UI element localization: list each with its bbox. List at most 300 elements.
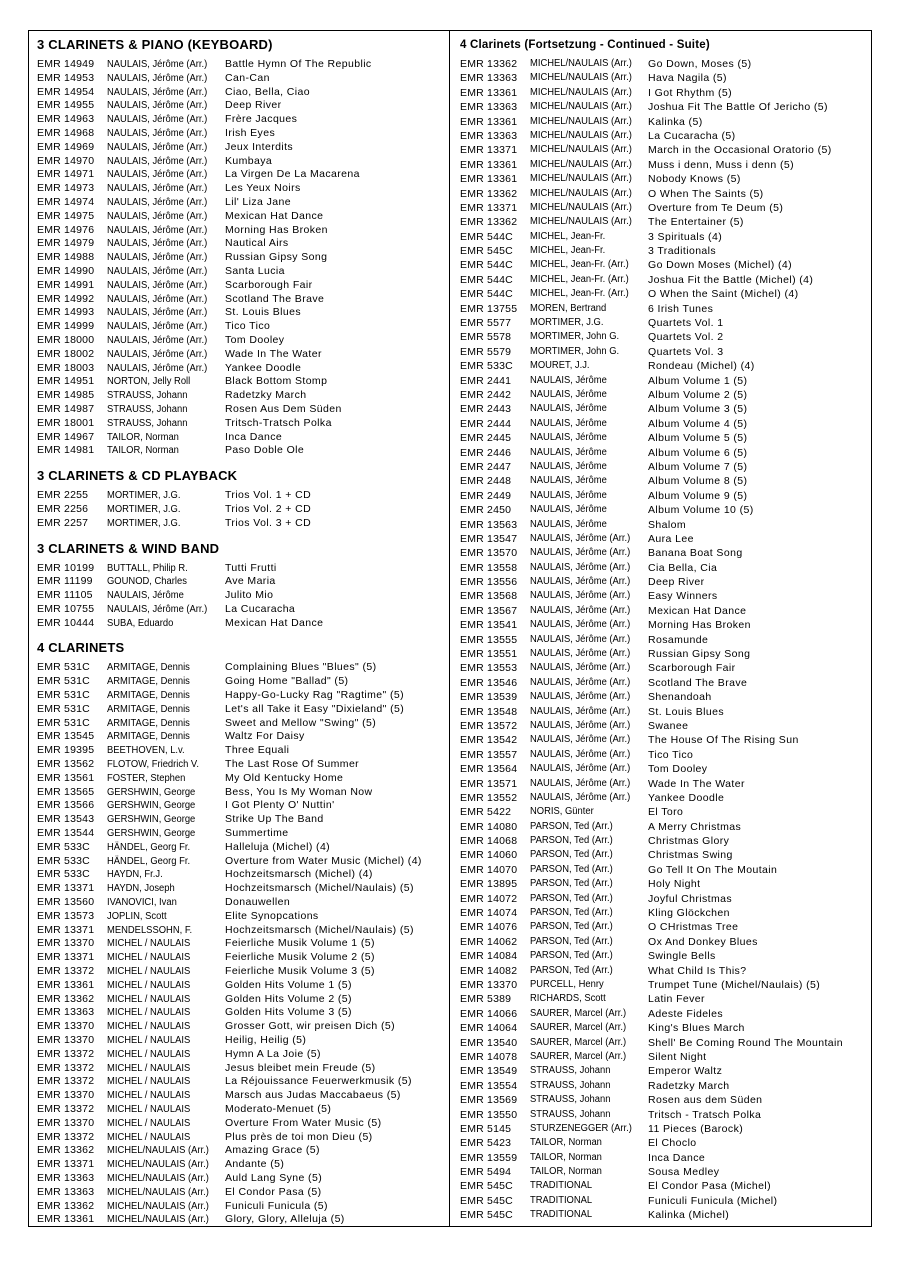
emr-code: EMR 13563: [460, 518, 518, 531]
composer-name: MORTIMER, John G.: [530, 331, 620, 343]
piece-title: Deep River: [648, 576, 705, 589]
piece-title: Tom Dooley: [648, 763, 708, 776]
composer-name: NAULAIS, Jérôme (Arr.): [530, 633, 631, 645]
composer-name: NAULAIS, Jérôme (Arr.): [530, 662, 631, 674]
emr-code: EMR 2448: [460, 475, 512, 488]
emr-code: EMR 14975: [37, 209, 95, 222]
piece-title: Tutti Frutti: [225, 561, 277, 574]
catalog-row: [460, 1151, 867, 1165]
emr-code: EMR 13371: [37, 951, 95, 964]
emr-code: EMR 13362: [37, 1199, 95, 1212]
catalog-row: [460, 518, 867, 532]
piece-title: Lil' Liza Jane: [225, 195, 291, 208]
catalog-row: [37, 334, 445, 348]
piece-title: Silent Night: [648, 1050, 707, 1063]
catalog-row: [460, 359, 867, 373]
composer-name: NAULAIS, Jérôme (Arr.): [530, 734, 631, 746]
composer-name: MICHEL/NAULAIS (Arr.): [107, 1200, 209, 1212]
emr-code: EMR 13558: [460, 561, 518, 574]
emr-code: EMR 13371: [37, 1158, 95, 1171]
piece-title: Quartets Vol. 2: [648, 331, 724, 344]
piece-title: Tico Tico: [225, 320, 271, 333]
piece-title: Sousa Medley: [648, 1166, 720, 1179]
emr-code: EMR 14951: [37, 375, 95, 388]
catalog-row: [460, 1050, 867, 1064]
piece-title: El Toro: [648, 806, 684, 819]
catalog-row: [460, 676, 867, 690]
section-heading: 3 CLARINETS & WIND BAND: [37, 540, 220, 556]
emr-code: EMR 14954: [37, 85, 95, 98]
catalog-row: [460, 86, 867, 100]
composer-name: NAULAIS, Jérôme (Arr.): [107, 348, 208, 360]
composer-name: MICHEL/NAULAIS (Arr.): [530, 72, 632, 84]
piece-title: My Old Kentucky Home: [225, 771, 344, 784]
piece-title: Rosamunde: [648, 633, 709, 646]
composer-name: MICHEL / NAULAIS: [107, 1117, 191, 1129]
emr-code: EMR 14992: [37, 292, 95, 305]
emr-code: EMR 13361: [37, 978, 95, 991]
piece-title: Grosser Gott, wir preisen Dich (5): [225, 1020, 395, 1033]
composer-name: HÄNDEL, Georg Fr.: [107, 855, 191, 867]
composer-name: MORTIMER, J.G.: [107, 517, 181, 529]
emr-code: EMR 14971: [37, 168, 95, 181]
piece-title: Album Volume 9 (5): [648, 489, 748, 502]
emr-code: EMR 5389: [460, 993, 512, 1006]
emr-code: EMR 13539: [460, 691, 518, 704]
emr-code: EMR 13362: [37, 1144, 95, 1157]
composer-name: STRAUSS, Johann: [107, 403, 188, 415]
catalog-row: [460, 920, 867, 934]
emr-code: EMR 13555: [460, 633, 518, 646]
piece-title: Album Volume 6 (5): [648, 446, 748, 459]
piece-title: Happy-Go-Lucky Rag "Ragtime" (5): [225, 689, 404, 702]
emr-code: EMR 13372: [37, 1102, 95, 1115]
composer-name: NAULAIS, Jérôme (Arr.): [107, 86, 208, 98]
piece-title: Heilig, Heilig (5): [225, 1034, 307, 1046]
composer-name: PARSON, Ted (Arr.): [530, 878, 613, 890]
composer-name: IVANOVICI, Ivan: [107, 897, 177, 909]
catalog-row: [460, 820, 867, 834]
composer-name: ARMITAGE, Dennis: [107, 731, 190, 743]
emr-code: EMR 13372: [37, 1061, 95, 1074]
emr-code: EMR 531C: [37, 689, 90, 702]
composer-name: HAYDN, Fr.J.: [107, 869, 163, 881]
composer-name: PARSON, Ted (Arr.): [530, 892, 613, 904]
piece-title: Shalom: [648, 518, 687, 531]
piece-title: Les Yeux Noirs: [225, 182, 301, 195]
catalog-row: [37, 1048, 445, 1062]
piece-title: Shenandoah: [648, 691, 712, 704]
piece-title: Golden Hits Volume 3 (5): [225, 1006, 352, 1019]
composer-name: MICHEL/NAULAIS (Arr.): [530, 173, 632, 185]
composer-name: NAULAIS, Jérôme (Arr.): [530, 561, 631, 573]
catalog-row: [460, 791, 867, 805]
piece-title: St. Louis Blues: [648, 705, 725, 718]
emr-code: EMR 14968: [37, 126, 95, 139]
emr-code: EMR 2446: [460, 446, 512, 459]
catalog-row: [37, 841, 445, 855]
catalog-row: [37, 1089, 445, 1103]
emr-code: EMR 13371: [460, 201, 518, 214]
piece-title: Adeste Fideles: [648, 1007, 724, 1020]
piece-title: Latin Fever: [648, 993, 705, 1006]
emr-code: EMR 13361: [460, 86, 518, 99]
piece-title: Russian Gipsy Song: [225, 251, 328, 264]
emr-code: EMR 13370: [37, 1089, 95, 1102]
catalog-row: [37, 813, 445, 827]
emr-code: EMR 13562: [37, 758, 95, 771]
catalog-row: [460, 748, 867, 762]
emr-code: EMR 545C: [460, 1209, 513, 1222]
emr-code: EMR 5579: [460, 345, 512, 358]
catalog-row: [460, 460, 867, 474]
piece-title: Going Home "Ballad" (5): [225, 675, 349, 688]
piece-title: A Merry Christmas: [648, 820, 742, 833]
emr-code: EMR 14068: [460, 835, 518, 848]
emr-code: EMR 18002: [37, 347, 95, 360]
composer-name: TAILOR, Norman: [530, 1151, 602, 1163]
composer-name: NAULAIS, Jérôme (Arr.): [107, 307, 208, 319]
composer-name: STURZENEGGER (Arr.): [530, 1122, 632, 1134]
section-heading: 3 CLARINETS & PIANO (KEYBOARD): [37, 37, 273, 52]
catalog-row: [37, 155, 445, 169]
composer-name: GERSHWIN, George: [107, 786, 196, 798]
emr-code: EMR 13372: [37, 1130, 95, 1143]
catalog-row: [460, 258, 867, 272]
piece-title: Black Bottom Stomp: [225, 375, 328, 388]
piece-title: Deep River: [225, 99, 282, 112]
catalog-frame: [28, 30, 872, 1227]
section-heading: 3 CLARINETS & CD PLAYBACK: [37, 468, 238, 484]
piece-title: Hochzeitsmarsch (Michel) (4): [225, 868, 373, 881]
catalog-row: [460, 1021, 867, 1035]
emr-code: EMR 13372: [37, 965, 95, 978]
catalog-row: [460, 489, 867, 503]
emr-code: EMR 14062: [460, 935, 518, 948]
piece-title: Feierliche Musik Volume 3 (5): [225, 965, 375, 978]
catalog-row: [460, 316, 867, 330]
piece-title: Swanee: [648, 719, 689, 732]
catalog-row: [460, 402, 867, 416]
piece-title: Trios Vol. 2 + CD: [225, 502, 312, 515]
catalog-row: [460, 1122, 867, 1136]
piece-title: 11 Pieces (Barock): [648, 1122, 744, 1135]
piece-title: Overture from Te Deum (5): [648, 201, 784, 214]
composer-name: MICHEL, Jean-Fr.: [530, 230, 606, 242]
composer-name: NAULAIS, Jérôme (Arr.): [530, 590, 631, 602]
composer-name: MICHEL / NAULAIS: [107, 938, 191, 950]
piece-title: Kalinka (5): [648, 115, 703, 128]
emr-code: EMR 14080: [460, 820, 518, 833]
composer-name: STRAUSS, Johann: [107, 417, 188, 429]
piece-title: Santa Lucia: [225, 264, 285, 277]
emr-code: EMR 13362: [460, 187, 518, 200]
emr-code: EMR 13361: [37, 1213, 95, 1226]
piece-title: Banana Boat Song: [648, 547, 743, 560]
emr-code: EMR 13550: [460, 1108, 518, 1121]
catalog-row: [37, 375, 445, 389]
catalog-row: [37, 689, 445, 703]
piece-title: 3 Traditionals: [648, 245, 717, 258]
catalog-row: [460, 172, 867, 186]
catalog-row: [460, 1179, 867, 1193]
catalog-row: [37, 1117, 445, 1131]
catalog-row: [37, 58, 445, 72]
catalog-row: [37, 362, 445, 376]
composer-name: TAILOR, Norman: [530, 1166, 602, 1178]
catalog-row: [37, 1131, 445, 1145]
piece-title: Paso Doble Ole: [225, 444, 305, 457]
emr-code: EMR 14064: [460, 1022, 518, 1035]
composer-name: MICHEL/NAULAIS (Arr.): [530, 86, 632, 98]
composer-name: MICHEL/NAULAIS (Arr.): [530, 216, 632, 228]
emr-code: EMR 5578: [460, 331, 512, 344]
emr-code: EMR 13363: [460, 72, 518, 85]
composer-name: NAULAIS, Jérôme (Arr.): [107, 59, 208, 70]
catalog-row: [37, 786, 445, 800]
catalog-row: [460, 446, 867, 460]
catalog-row: [37, 265, 445, 279]
catalog-row: [37, 431, 445, 445]
emr-code: EMR 13895: [460, 878, 518, 891]
composer-name: ARMITAGE, Dennis: [107, 703, 190, 715]
emr-code: EMR 13372: [37, 1047, 95, 1060]
composer-name: TRADITIONAL: [530, 1209, 593, 1221]
catalog-row: [460, 906, 867, 920]
composer-name: MORTIMER, John G.: [530, 345, 620, 357]
emr-code: EMR 2445: [460, 432, 512, 445]
piece-title: Holy Night: [648, 878, 701, 891]
piece-title: Donauwellen: [225, 896, 291, 909]
composer-name: PARSON, Ted (Arr.): [530, 907, 613, 919]
catalog-row: [37, 1103, 445, 1117]
piece-title: Russian Gipsy Song: [648, 648, 751, 661]
catalog-row: [37, 141, 445, 155]
piece-title: Joshua Fit the Battle (Michel) (4): [648, 273, 814, 286]
catalog-row: [460, 388, 867, 402]
catalog-row: [37, 1213, 445, 1226]
composer-name: MICHEL / NAULAIS: [107, 979, 191, 991]
piece-title: Jesus bleibet mein Freude (5): [225, 1061, 376, 1074]
emr-code: EMR 14987: [37, 402, 95, 415]
piece-title: Hochzeitsmarsch (Michel/Naulais) (5): [225, 882, 414, 895]
piece-title: Nautical Airs: [225, 237, 289, 250]
composer-name: MICHEL / NAULAIS: [107, 952, 191, 964]
piece-title: Feierliche Musik Volume 1 (5): [225, 937, 375, 950]
catalog-row: [460, 892, 867, 906]
emr-code: EMR 14981: [37, 444, 95, 457]
emr-code: EMR 13361: [460, 158, 518, 171]
catalog-row: [460, 57, 867, 71]
catalog-row: [460, 992, 867, 1006]
emr-code: EMR 14953: [37, 71, 95, 84]
catalog-row: [460, 273, 867, 287]
piece-title: Muss i denn, Muss i denn (5): [648, 158, 795, 171]
catalog-row: [460, 877, 867, 891]
piece-title: Mexican Hat Dance: [648, 604, 747, 617]
emr-code: EMR 14082: [460, 964, 518, 977]
catalog-row: [37, 1006, 445, 1020]
piece-title: Tico Tico: [648, 748, 694, 761]
composer-name: FLOTOW, Friedrich V.: [107, 759, 199, 771]
composer-name: NAULAIS, Jérôme (Arr.): [530, 763, 631, 775]
emr-code: EMR 14969: [37, 140, 95, 153]
emr-code: EMR 531C: [37, 716, 90, 729]
piece-title: Hymn A La Joie (5): [225, 1047, 321, 1060]
emr-code: EMR 13554: [460, 1079, 518, 1092]
composer-name: MICHEL, Jean-Fr. (Arr.): [530, 288, 629, 300]
piece-title: Wade In The Water: [648, 777, 745, 790]
catalog-row: [460, 1064, 867, 1078]
catalog-row: [37, 772, 445, 786]
composer-name: MICHEL/NAULAIS (Arr.): [530, 144, 632, 156]
emr-code: EMR 13363: [37, 1185, 95, 1198]
catalog-row: [37, 1186, 445, 1200]
catalog-row: [460, 848, 867, 862]
piece-title: Scarborough Fair: [225, 278, 313, 291]
emr-code: EMR 2444: [460, 417, 512, 430]
piece-title: Shell' Be Coming Round The Mountain: [648, 1036, 844, 1049]
emr-code: EMR 14974: [37, 195, 95, 208]
piece-title: 6 Irish Tunes: [648, 302, 714, 315]
piece-title: Waltz For Daisy: [225, 730, 305, 743]
catalog-row: [460, 935, 867, 949]
catalog-row: [37, 896, 445, 910]
emr-code: EMR 2447: [460, 460, 512, 473]
piece-title: Album Volume 4 (5): [648, 417, 748, 430]
emr-code: EMR 531C: [37, 675, 90, 688]
piece-title: Hava Nagila (5): [648, 72, 727, 85]
emr-code: EMR 18001: [37, 416, 95, 429]
emr-code: EMR 13553: [460, 662, 518, 675]
catalog-row: [460, 690, 867, 704]
catalog-row: [37, 1200, 445, 1214]
emr-code: EMR 13362: [37, 992, 95, 1005]
composer-name: NAULAIS, Jérôme (Arr.): [530, 705, 631, 717]
piece-title: Andante (5): [225, 1158, 285, 1171]
emr-code: EMR 14993: [37, 306, 95, 319]
piece-title: Album Volume 5 (5): [648, 432, 748, 445]
piece-title: Scarborough Fair: [648, 662, 736, 675]
composer-name: NORIS, Günter: [530, 806, 594, 818]
composer-name: MORTIMER, J.G.: [107, 503, 181, 515]
piece-title: Yankee Doodle: [225, 361, 302, 374]
emr-code: EMR 13573: [37, 909, 95, 922]
piece-title: Marsch aus Judas Maccabaeus (5): [225, 1089, 401, 1102]
composer-name: NAULAIS, Jérôme (Arr.): [530, 748, 631, 760]
piece-title: I Got Rhythm (5): [648, 86, 733, 99]
emr-code: EMR 14970: [37, 154, 95, 167]
emr-code: EMR 13571: [460, 777, 518, 790]
composer-name: MICHEL/NAULAIS (Arr.): [530, 58, 632, 69]
composer-name: MICHEL / NAULAIS: [107, 966, 191, 978]
emr-code: EMR 10755: [37, 602, 95, 615]
composer-name: GERSHWIN, George: [107, 828, 196, 840]
emr-code: EMR 11105: [37, 589, 93, 602]
emr-code: EMR 13371: [37, 882, 95, 895]
catalog-row: [460, 158, 867, 172]
composer-name: MICHEL/NAULAIS (Arr.): [107, 1159, 209, 1171]
emr-code: EMR 2441: [460, 374, 512, 387]
catalog-row: [37, 251, 445, 265]
piece-title: The Entertainer (5): [648, 216, 744, 229]
piece-title: O CHristmas Tree: [648, 921, 739, 934]
emr-code: EMR 13363: [460, 101, 518, 114]
piece-title: Bess, You Is My Woman Now: [225, 785, 373, 798]
composer-name: NAULAIS, Jérôme (Arr.): [107, 238, 208, 250]
piece-title: Nobody Knows (5): [648, 173, 741, 186]
catalog-row: [460, 546, 867, 560]
emr-code: EMR 14070: [460, 863, 518, 876]
piece-title: Feierliche Musik Volume 2 (5): [225, 951, 375, 964]
composer-name: NAULAIS, Jérôme (Arr.): [107, 293, 208, 305]
piece-title: Let's all Take it Easy "Dixieland" (5): [225, 702, 405, 715]
catalog-row: [460, 115, 867, 129]
composer-name: NAULAIS, Jérôme (Arr.): [107, 169, 208, 181]
catalog-row: [37, 675, 445, 689]
emr-code: EMR 13556: [460, 576, 518, 589]
composer-name: NAULAIS, Jérôme (Arr.): [107, 127, 208, 139]
composer-name: TRADITIONAL: [530, 1194, 593, 1206]
composer-name: PARSON, Ted (Arr.): [530, 964, 613, 976]
catalog-row: [460, 374, 867, 388]
catalog-row: [37, 210, 445, 224]
piece-title: Album Volume 8 (5): [648, 475, 748, 488]
composer-name: NAULAIS, Jérôme: [530, 374, 607, 386]
catalog-row: [460, 532, 867, 546]
composer-name: MICHEL/NAULAIS (Arr.): [530, 158, 632, 170]
emr-code: EMR 13566: [37, 799, 95, 812]
emr-code: EMR 13363: [460, 129, 518, 142]
composer-name: MICHEL / NAULAIS: [107, 993, 191, 1005]
emr-code: EMR 18000: [37, 333, 95, 346]
composer-name: NAULAIS, Jérôme (Arr.): [530, 547, 631, 559]
emr-code: EMR 13545: [37, 730, 95, 743]
piece-title: Easy Winners: [648, 590, 718, 603]
catalog-row: [37, 517, 445, 531]
composer-name: MICHEL, Jean-Fr. (Arr.): [530, 273, 629, 285]
catalog-row: [460, 1036, 867, 1050]
piece-title: Album Volume 1 (5): [648, 374, 748, 387]
catalog-row: [37, 99, 445, 113]
piece-title: Go Down, Moses (5): [648, 58, 752, 70]
piece-title: Ciao, Bella, Ciao: [225, 85, 311, 98]
composer-name: NAULAIS, Jérôme (Arr.): [530, 576, 631, 588]
composer-name: TAILOR, Norman: [530, 1137, 602, 1149]
piece-title: Trios Vol. 1 + CD: [225, 489, 312, 502]
catalog-row: [37, 730, 445, 744]
composer-name: MICHEL / NAULAIS: [107, 1007, 191, 1019]
composer-name: NAULAIS, Jérôme (Arr.): [107, 141, 208, 153]
piece-title: La Cucaracha: [225, 602, 296, 615]
emr-code: EMR 14990: [37, 264, 95, 277]
piece-title: Album Volume 10 (5): [648, 504, 754, 517]
catalog-row: [37, 910, 445, 924]
composer-name: PARSON, Ted (Arr.): [530, 820, 613, 832]
emr-code: EMR 14991: [37, 278, 95, 291]
catalog-row: [460, 733, 867, 747]
piece-title: Julito Mio: [225, 589, 274, 602]
catalog-row: [37, 979, 445, 993]
catalog-row: [460, 201, 867, 215]
piece-title: Scotland The Brave: [225, 292, 325, 305]
composer-name: MOURET, J.J.: [530, 360, 590, 372]
composer-name: ARMITAGE, Dennis: [107, 690, 190, 702]
emr-code: EMR 10199: [37, 561, 95, 574]
emr-code: EMR 13541: [460, 619, 518, 632]
emr-code: EMR 11199: [37, 575, 93, 588]
composer-name: NAULAIS, Jérôme (Arr.): [107, 362, 208, 374]
